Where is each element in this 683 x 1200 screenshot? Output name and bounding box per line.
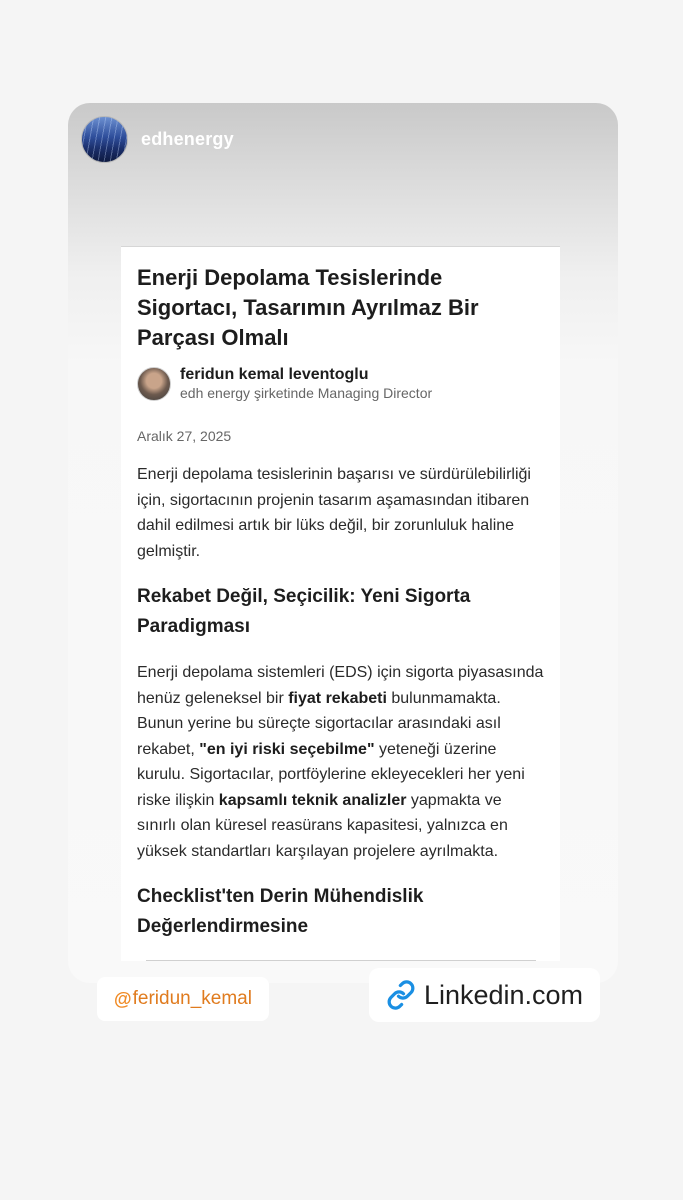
article-title: Enerji Depolama Tesislerinde Sigortacı, Tasarımın Ayrılmaz Bir Parçası Olmalı xyxy=(137,265,479,350)
link-sticker[interactable] xyxy=(369,968,600,1022)
section-paragraph-1: Enerji depolama sistemleri (EDS) için sigorta piyasasında henüz geleneksel bir fiyat rekabeti bulunmamakta. Bunun yerine bu süreçte sigortacılar arasındaki asıl rekabet, "en iyi riski seçebilme" yeteneği üzerine kurulu. Sigortacılar, portföylerine ekleyecekleri her yeni riske ilişkin kapsamlı teknik analizler yapmakta ve sınırlı olan küresel reasürans kapasitesi, yalnızca en yüksek standartları karşılayan projelere ayrılmakta. xyxy=(137,664,544,860)
section-heading-1: Rekabet Değil, Seçicilik: Yeni Sigorta Paradigması xyxy=(137,586,471,637)
author-role: edh energy şirketinde Managing Director xyxy=(180,385,433,401)
article-preview xyxy=(121,246,560,961)
author-name: feridun kemal leventoglu xyxy=(180,366,369,383)
mention-sticker[interactable] xyxy=(97,977,269,1021)
threads-icon: @ xyxy=(114,988,132,1009)
section-heading-2: Checklist'ten Derin Mühendislik Değerlendirmesine xyxy=(137,886,424,937)
link-icon xyxy=(386,980,416,1010)
profile-username[interactable]: edhenergy xyxy=(141,129,234,149)
author-avatar xyxy=(137,367,171,401)
story-header xyxy=(81,116,234,163)
divider xyxy=(146,960,536,961)
mention-username: feridun_kemal xyxy=(132,988,252,1009)
link-text: Linkedin.com xyxy=(423,979,584,1010)
author-block xyxy=(137,365,544,402)
intro-paragraph: Enerji depolama tesislerinin başarısı ve sürdürülebilirliği için, sigortacının projenin tasarım aşamasından itibaren dahil edilmesi artık bir lüks değil, bir zorunluluk haline gelmiştir. xyxy=(137,466,531,560)
publish-date: Aralık 27, 2025 xyxy=(137,428,232,444)
profile-avatar[interactable] xyxy=(81,116,128,163)
